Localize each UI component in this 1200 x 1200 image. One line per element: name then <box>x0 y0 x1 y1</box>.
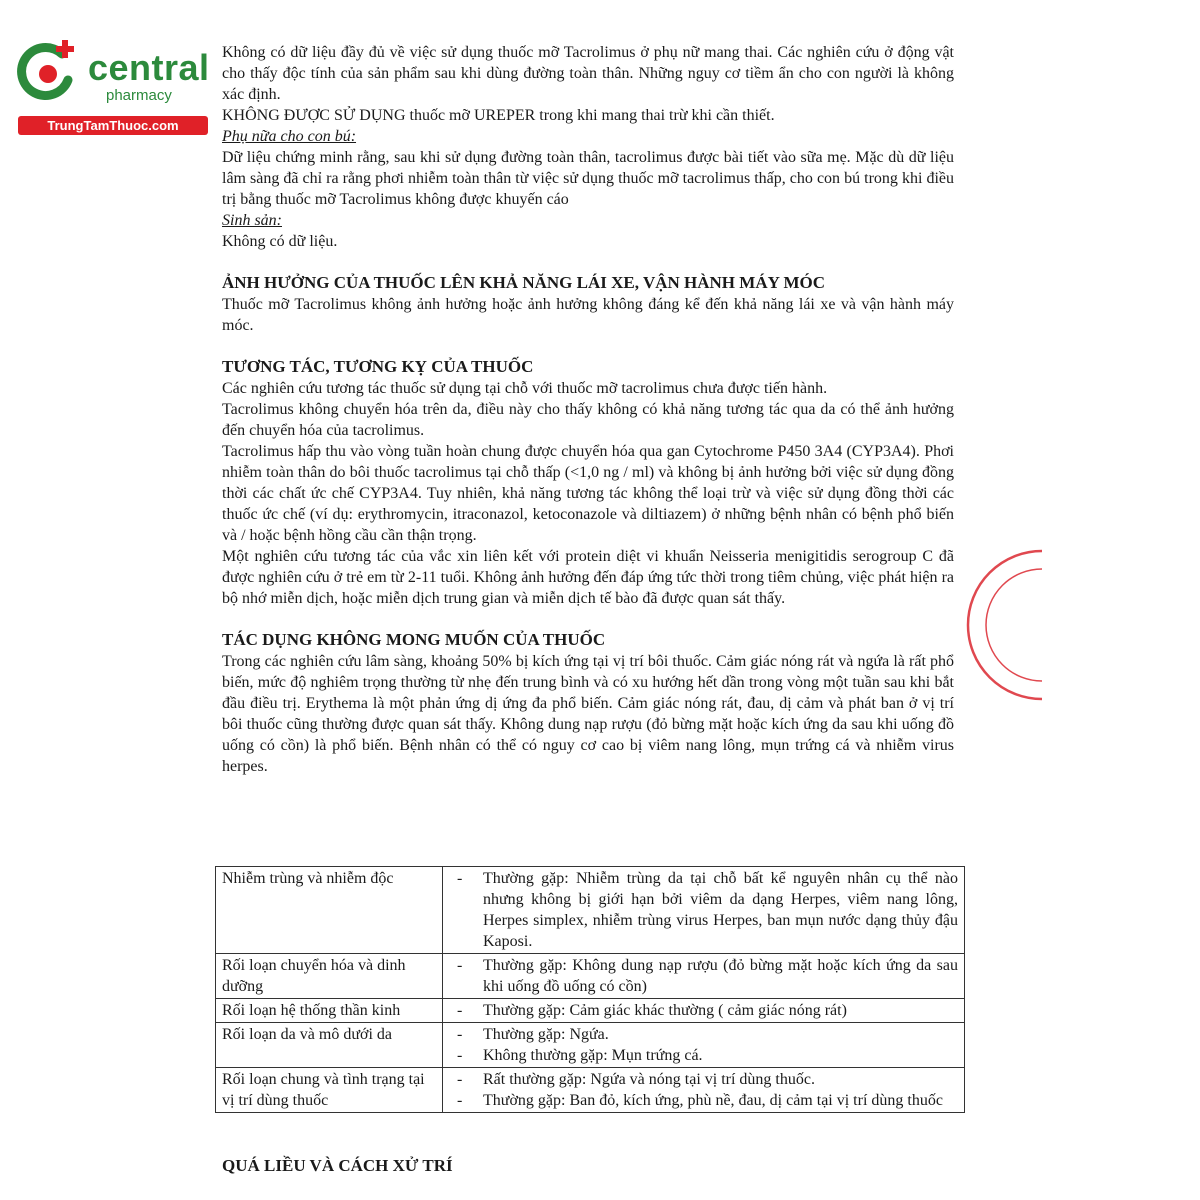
dash-bullet: - <box>457 1071 463 1088</box>
paragraph-breastfeeding: Dữ liệu chứng minh rằng, sau khi sử dụng đường toàn thân, tacrolimus được bài tiết vào sữa mẹ. Mặc dù dữ liệu lâm sàng đã chỉ ra rằng phơi nhiễm toàn thân từ việc sử dụng thuốc mỡ tacrolimus thấp, cho con bú trong khi điều trị bằng thuốc mỡ Tacrolimus không được khuyến cáo <box>222 149 954 208</box>
effects-cell <box>443 999 965 1023</box>
logo-sub-text: pharmacy <box>106 87 172 104</box>
paragraph-pregnancy-warning: KHÔNG ĐƯỢC SỬ DỤNG thuốc mỡ UREPER trong khi mang thai trừ khi cần thiết. <box>222 107 775 124</box>
effect-text: Thường gặp: Nhiễm trùng da tại chỗ bất kể nguyên nhân cụ thể nào nhưng không bị giới hạn bởi viêm da dạng Herpes, viêm nang lông, Herpes simplex, nhiễm trùng virus Herpes, ban mụn nước dạng thủy đậu Kaposi. <box>483 870 958 950</box>
red-seal-stamp-icon <box>962 545 1042 705</box>
table-row <box>216 1023 965 1068</box>
subheading-reproduction: Sinh sản: <box>222 212 282 229</box>
list-item <box>449 1090 958 1111</box>
paragraph-pregnancy: Không có dữ liệu đầy đủ về việc sử dụng thuốc mỡ Tacrolimus ở phụ nữ mang thai. Các nghiên cứu ở động vật cho thấy độc tính của sản phẩm sau khi dùng đường toàn thân. Những nguy cơ tiềm ẩn cho con người là không xác định. <box>222 44 954 103</box>
paragraph-interactions-1: Các nghiên cứu tương tác thuốc sử dụng tại chỗ với thuốc mỡ tacrolimus chưa được tiến hành. <box>222 380 828 397</box>
logo-site-banner: TrungTamThuoc.com <box>18 116 208 135</box>
effects-cell <box>443 867 965 954</box>
effect-text: Thường gặp: Không dung nạp rượu (đỏ bừng mặt hoặc kích ứng da sau khi uống đồ uống có cồn) <box>483 957 958 995</box>
list-item <box>449 955 958 997</box>
central-logo-icon <box>10 36 82 108</box>
effect-text: Thường gặp: Cảm giác khác thường ( cảm giác nóng rát) <box>483 1002 847 1019</box>
list-item <box>449 1045 958 1066</box>
dash-bullet: - <box>457 957 463 974</box>
effects-cell <box>443 1068 965 1113</box>
organ-system-cell: Rối loạn chuyển hóa và dinh dưỡng <box>216 954 443 999</box>
list-item <box>449 1000 958 1021</box>
dash-bullet: - <box>457 870 463 887</box>
effect-text: Thường gặp: Ngứa. <box>483 1026 609 1043</box>
subheading-breastfeeding: Phụ nữa cho con bú: <box>222 128 357 145</box>
heading-driving: ẢNH HƯỞNG CỦA THUỐC LÊN KHẢ NĂNG LÁI XE, VẬN HÀNH MÁY MÓC <box>222 273 826 292</box>
organ-system-cell: Rối loạn da và mô dưới da <box>216 1023 443 1068</box>
heading-overdose: QUÁ LIỀU VÀ CÁCH XỬ TRÍ <box>222 1156 453 1175</box>
effect-text: Rất thường gặp: Ngứa và nóng tại vị trí dùng thuốc. <box>483 1071 815 1088</box>
paragraph-interactions-3: Tacrolimus hấp thu vào vòng tuần hoàn chung được chuyển hóa qua gan Cytochrome P450 3A4 (CYP3A4). Phơi nhiễm toàn thân do bôi thuốc tacrolimus tại chỗ thấp (<1,0 ng / ml) và không bị ảnh hưởng bởi việc sử dụng đồng thời các chất ức chế CYP3A4. Tuy nhiên, khả năng tương tác không thể loại trừ và việc sử dụng đồng thời các thuốc ức chế (ví dụ: erythromycin, itraconazol, ketoconazole và diltiazem) ở những bệnh nhân có bệnh phổ biến và / hoặc bệnh hồng cầu cần thận trọng. <box>222 443 954 544</box>
adverse-effects-table <box>215 866 965 1113</box>
paragraph-driving: Thuốc mỡ Tacrolimus không ảnh hưởng hoặc ảnh hưởng không đáng kể đến khả năng lái xe và vận hành máy móc. <box>222 296 954 334</box>
paragraph-adverse-effects: Trong các nghiên cứu lâm sàng, khoảng 50% bị kích ứng tại vị trí bôi thuốc. Cảm giác nóng rát và ngứa là rất phổ biến, mức độ nghiêm trọng thường từ nhẹ đến trung bình và có xu hướng hết dần trong vòng một tuần sau khi bắt đầu điều trị. Erythema là một phản ứng dị ứng đa phổ biến. Cảm giác nóng rát, đau, dị cảm và phát ban ở vị trí bôi thuốc cũng thường được quan sát thấy. Không dung nạp rượu (đỏ bừng mặt hoặc kích ứng da sau khi uống đồ uống có cồn) là phổ biến. Bệnh nhân có thể có nguy cơ cao bị viêm nang lông, mụn trứng cá và nhiễm virus herpes. <box>222 653 954 775</box>
effects-cell <box>443 1023 965 1068</box>
heading-adverse-effects: TÁC DỤNG KHÔNG MONG MUỐN CỦA THUỐC <box>222 630 606 649</box>
heading-interactions: TƯƠNG TÁC, TƯƠNG KỴ CỦA THUỐC <box>222 357 534 376</box>
dash-bullet: - <box>457 1047 463 1064</box>
table-row <box>216 999 965 1023</box>
document-body <box>222 42 954 777</box>
paragraph-interactions-2: Tacrolimus không chuyển hóa trên da, điều này cho thấy không có khả năng tương tác qua da có thể ảnh hưởng đến chuyển hóa của tacrolimus. <box>222 401 954 439</box>
list-item <box>449 1069 958 1090</box>
table-row <box>216 867 965 954</box>
dash-bullet: - <box>457 1092 463 1109</box>
dash-bullet: - <box>457 1026 463 1043</box>
paragraph-interactions-4: Một nghiên cứu tương tác của vắc xin liên kết với protein diệt vi khuẩn Neisseria menigitidis serogroup C đã được nghiên cứu ở trẻ em từ 2-11 tuổi. Không ảnh hưởng đến đáp ứng tức thời trong tiêm chủng, việc phát hiện ra bộ nhớ miễn dịch, hoặc miễn dịch trung gian và miễn dịch tế bào đã được quan sát thấy. <box>222 548 954 607</box>
effect-text: Không thường gặp: Mụn trứng cá. <box>483 1047 703 1064</box>
organ-system-cell: Nhiễm trùng và nhiễm độc <box>216 867 443 954</box>
organ-system-cell: Rối loạn chung và tình trạng tại vị trí dùng thuốc <box>216 1068 443 1113</box>
table-row <box>216 1068 965 1113</box>
logo-brand-text: central <box>88 47 210 88</box>
effect-text: Thường gặp: Ban đỏ, kích ứng, phù nề, đau, dị cảm tại vị trí dùng thuốc <box>483 1092 943 1109</box>
paragraph-reproduction: Không có dữ liệu. <box>222 233 338 250</box>
list-item <box>449 1024 958 1045</box>
central-pharmacy-logo <box>10 36 220 136</box>
list-item <box>449 868 958 952</box>
effects-cell <box>443 954 965 999</box>
organ-system-cell: Rối loạn hệ thống thần kinh <box>216 999 443 1023</box>
dash-bullet: - <box>457 1002 463 1019</box>
table-row <box>216 954 965 999</box>
